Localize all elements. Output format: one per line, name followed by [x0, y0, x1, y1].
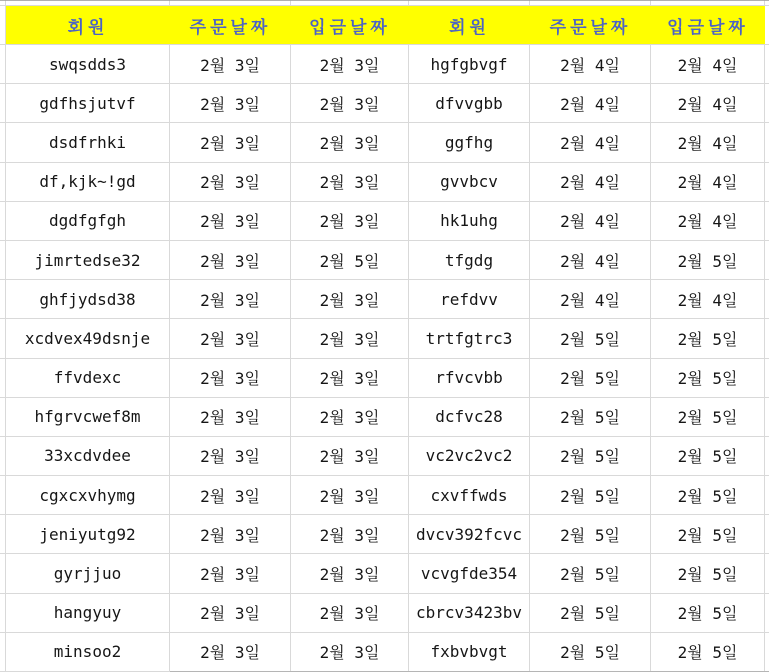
cell-member[interactable]: fxbvbvgt	[409, 633, 530, 672]
grid-margin-cell	[765, 319, 769, 358]
table-row	[0, 515, 769, 554]
grid-margin-cell	[765, 84, 769, 123]
grid-margin-cell	[765, 45, 769, 84]
cell-member[interactable]: refdvv	[409, 280, 530, 319]
table-row	[0, 476, 769, 515]
table-row	[0, 280, 769, 319]
cell-member[interactable]: dcfvc28	[409, 398, 530, 437]
cell-order-date[interactable]: 2월 4일	[530, 84, 651, 123]
cell-deposit-date[interactable]: 2월 3일	[291, 633, 409, 672]
cell-order-date[interactable]: 2월 4일	[530, 202, 651, 241]
grid-margin-cell	[765, 633, 769, 672]
table-body	[0, 45, 769, 672]
cell-deposit-date[interactable]: 2월 3일	[291, 476, 409, 515]
cell-order-date[interactable]: 2월 3일	[170, 45, 291, 84]
table-row	[0, 633, 769, 672]
cell-order-date[interactable]: 2월 4일	[530, 123, 651, 162]
cell-deposit-date[interactable]: 2월 5일	[651, 594, 765, 633]
cell-member[interactable]: hk1uhg	[409, 202, 530, 241]
cell-deposit-date[interactable]: 2월 5일	[651, 437, 765, 476]
cell-order-date[interactable]: 2월 3일	[170, 202, 291, 241]
cell-member[interactable]: 33xcdvdee	[6, 437, 170, 476]
column-header-deposit-date[interactable]: 입금날짜	[651, 6, 765, 45]
cell-order-date[interactable]: 2월 3일	[170, 123, 291, 162]
cell-member[interactable]: jeniyutg92	[6, 515, 170, 554]
cell-deposit-date[interactable]: 2월 3일	[291, 202, 409, 241]
cell-deposit-date[interactable]: 2월 5일	[291, 241, 409, 280]
grid-margin-cell	[765, 398, 769, 437]
table-row	[0, 359, 769, 398]
cell-member[interactable]: cxvffwds	[409, 476, 530, 515]
header-row	[0, 6, 769, 45]
grid-margin-cell	[765, 554, 769, 593]
cell-deposit-date[interactable]: 2월 3일	[291, 45, 409, 84]
cell-member[interactable]: cbrcv3423bv	[409, 594, 530, 633]
cell-order-date[interactable]: 2월 5일	[530, 515, 651, 554]
cell-order-date[interactable]: 2월 5일	[530, 319, 651, 358]
cell-deposit-date[interactable]: 2월 3일	[291, 163, 409, 202]
cell-order-date[interactable]: 2월 3일	[170, 319, 291, 358]
cell-order-date[interactable]: 2월 3일	[170, 280, 291, 319]
cell-member[interactable]: dgdfgfgh	[6, 202, 170, 241]
table-row	[0, 554, 769, 593]
cell-member[interactable]: gvvbcv	[409, 163, 530, 202]
grid-margin-cell	[765, 202, 769, 241]
cell-order-date[interactable]: 2월 3일	[170, 594, 291, 633]
cell-order-date[interactable]: 2월 5일	[530, 359, 651, 398]
column-header-member[interactable]: 회원	[409, 6, 530, 45]
cell-member[interactable]: hgfgbvgf	[409, 45, 530, 84]
cell-member[interactable]: xcdvex49dsnje	[6, 319, 170, 358]
grid-margin-cell	[765, 359, 769, 398]
cell-order-date[interactable]: 2월 3일	[170, 163, 291, 202]
cell-deposit-date[interactable]: 2월 5일	[651, 319, 765, 358]
cell-deposit-date[interactable]: 2월 4일	[651, 45, 765, 84]
cell-order-date[interactable]: 2월 3일	[170, 633, 291, 672]
cell-member[interactable]: df,kjk~!gd	[6, 163, 170, 202]
cell-member[interactable]: hangyuy	[6, 594, 170, 633]
cell-deposit-date[interactable]: 2월 3일	[291, 515, 409, 554]
grid-margin-cell	[765, 241, 769, 280]
table-row	[0, 241, 769, 280]
cell-member[interactable]: ghfjydsd38	[6, 280, 170, 319]
grid-margin-cell	[765, 515, 769, 554]
cell-member[interactable]: swqsdds3	[6, 45, 170, 84]
cell-order-date[interactable]: 2월 4일	[530, 163, 651, 202]
table-row	[0, 398, 769, 437]
cell-deposit-date[interactable]: 2월 4일	[651, 202, 765, 241]
cell-member[interactable]: trtfgtrc3	[409, 319, 530, 358]
cell-deposit-date[interactable]: 2월 5일	[651, 633, 765, 672]
table-row	[0, 84, 769, 123]
cell-deposit-date[interactable]: 2월 5일	[651, 241, 765, 280]
cell-order-date[interactable]: 2월 3일	[170, 398, 291, 437]
cell-member[interactable]: dvcv392fcvc	[409, 515, 530, 554]
cell-deposit-date[interactable]: 2월 3일	[291, 594, 409, 633]
cell-order-date[interactable]: 2월 3일	[170, 241, 291, 280]
table-row	[0, 45, 769, 84]
cell-deposit-date[interactable]: 2월 3일	[291, 319, 409, 358]
cell-order-date[interactable]: 2월 5일	[530, 554, 651, 593]
cell-member[interactable]: ffvdexc	[6, 359, 170, 398]
grid-margin-cell	[765, 594, 769, 633]
cell-deposit-date[interactable]: 2월 3일	[291, 437, 409, 476]
cell-deposit-date[interactable]: 2월 4일	[651, 84, 765, 123]
grid-margin-cell	[765, 123, 769, 162]
cell-member[interactable]: gyrjjuo	[6, 554, 170, 593]
cell-order-date[interactable]: 2월 3일	[170, 84, 291, 123]
cell-member[interactable]: rfvcvbb	[409, 359, 530, 398]
window-edge-top	[0, 0, 769, 1]
cell-deposit-date[interactable]: 2월 4일	[651, 280, 765, 319]
cell-deposit-date[interactable]: 2월 4일	[651, 163, 765, 202]
grid-margin-cell	[765, 476, 769, 515]
table-row	[0, 437, 769, 476]
cell-deposit-date[interactable]: 2월 3일	[291, 398, 409, 437]
column-header-order-date[interactable]: 주문날짜	[530, 6, 651, 45]
column-header-deposit-date[interactable]: 입금날짜	[291, 6, 409, 45]
column-header-order-date[interactable]: 주문날짜	[170, 6, 291, 45]
column-header-member[interactable]: 회원	[6, 6, 170, 45]
cell-order-date[interactable]: 2월 3일	[170, 515, 291, 554]
table-row	[0, 594, 769, 633]
cell-deposit-date[interactable]: 2월 3일	[291, 359, 409, 398]
cell-order-date[interactable]: 2월 3일	[170, 476, 291, 515]
table-row	[0, 163, 769, 202]
cell-order-date[interactable]: 2월 3일	[170, 437, 291, 476]
table-row	[0, 202, 769, 241]
cell-member[interactable]: ggfhg	[409, 123, 530, 162]
grid-margin-cell	[765, 437, 769, 476]
cell-deposit-date[interactable]: 2월 3일	[291, 554, 409, 593]
cell-order-date[interactable]: 2월 5일	[530, 594, 651, 633]
grid-margin-cell	[765, 6, 769, 45]
cell-order-date[interactable]: 2월 5일	[530, 633, 651, 672]
cell-order-date[interactable]: 2월 4일	[530, 280, 651, 319]
table-row	[0, 123, 769, 162]
cell-deposit-date[interactable]: 2월 3일	[291, 280, 409, 319]
cell-deposit-date[interactable]: 2월 3일	[291, 123, 409, 162]
cell-member[interactable]: tfgdg	[409, 241, 530, 280]
cell-deposit-date[interactable]: 2월 5일	[651, 359, 765, 398]
cell-deposit-date[interactable]: 2월 4일	[651, 123, 765, 162]
cell-order-date[interactable]: 2월 3일	[170, 359, 291, 398]
cell-member[interactable]: vc2vc2vc2	[409, 437, 530, 476]
cell-deposit-date[interactable]: 2월 5일	[651, 554, 765, 593]
cell-order-date[interactable]: 2월 5일	[530, 476, 651, 515]
cell-deposit-date[interactable]: 2월 5일	[651, 515, 765, 554]
cell-deposit-date[interactable]: 2월 5일	[651, 398, 765, 437]
grid-margin-cell	[765, 280, 769, 319]
cell-order-date[interactable]: 2월 5일	[530, 437, 651, 476]
table-row	[0, 319, 769, 358]
cell-order-date[interactable]: 2월 5일	[530, 398, 651, 437]
cell-member[interactable]: minsoo2	[6, 633, 170, 672]
cell-member[interactable]: vcvgfde354	[409, 554, 530, 593]
cell-member[interactable]: cgxcxvhymg	[6, 476, 170, 515]
cell-member[interactable]: gdfhsjutvf	[6, 84, 170, 123]
cell-deposit-date[interactable]: 2월 5일	[651, 476, 765, 515]
cell-deposit-date[interactable]: 2월 3일	[291, 84, 409, 123]
cell-order-date[interactable]: 2월 3일	[170, 554, 291, 593]
cell-member[interactable]: dsdfrhki	[6, 123, 170, 162]
cell-order-date[interactable]: 2월 4일	[530, 241, 651, 280]
grid-margin-cell	[765, 163, 769, 202]
cell-member[interactable]: hfgrvcwef8m	[6, 398, 170, 437]
cell-member[interactable]: dfvvgbb	[409, 84, 530, 123]
cell-member[interactable]: jimrtedse32	[6, 241, 170, 280]
cell-order-date[interactable]: 2월 4일	[530, 45, 651, 84]
